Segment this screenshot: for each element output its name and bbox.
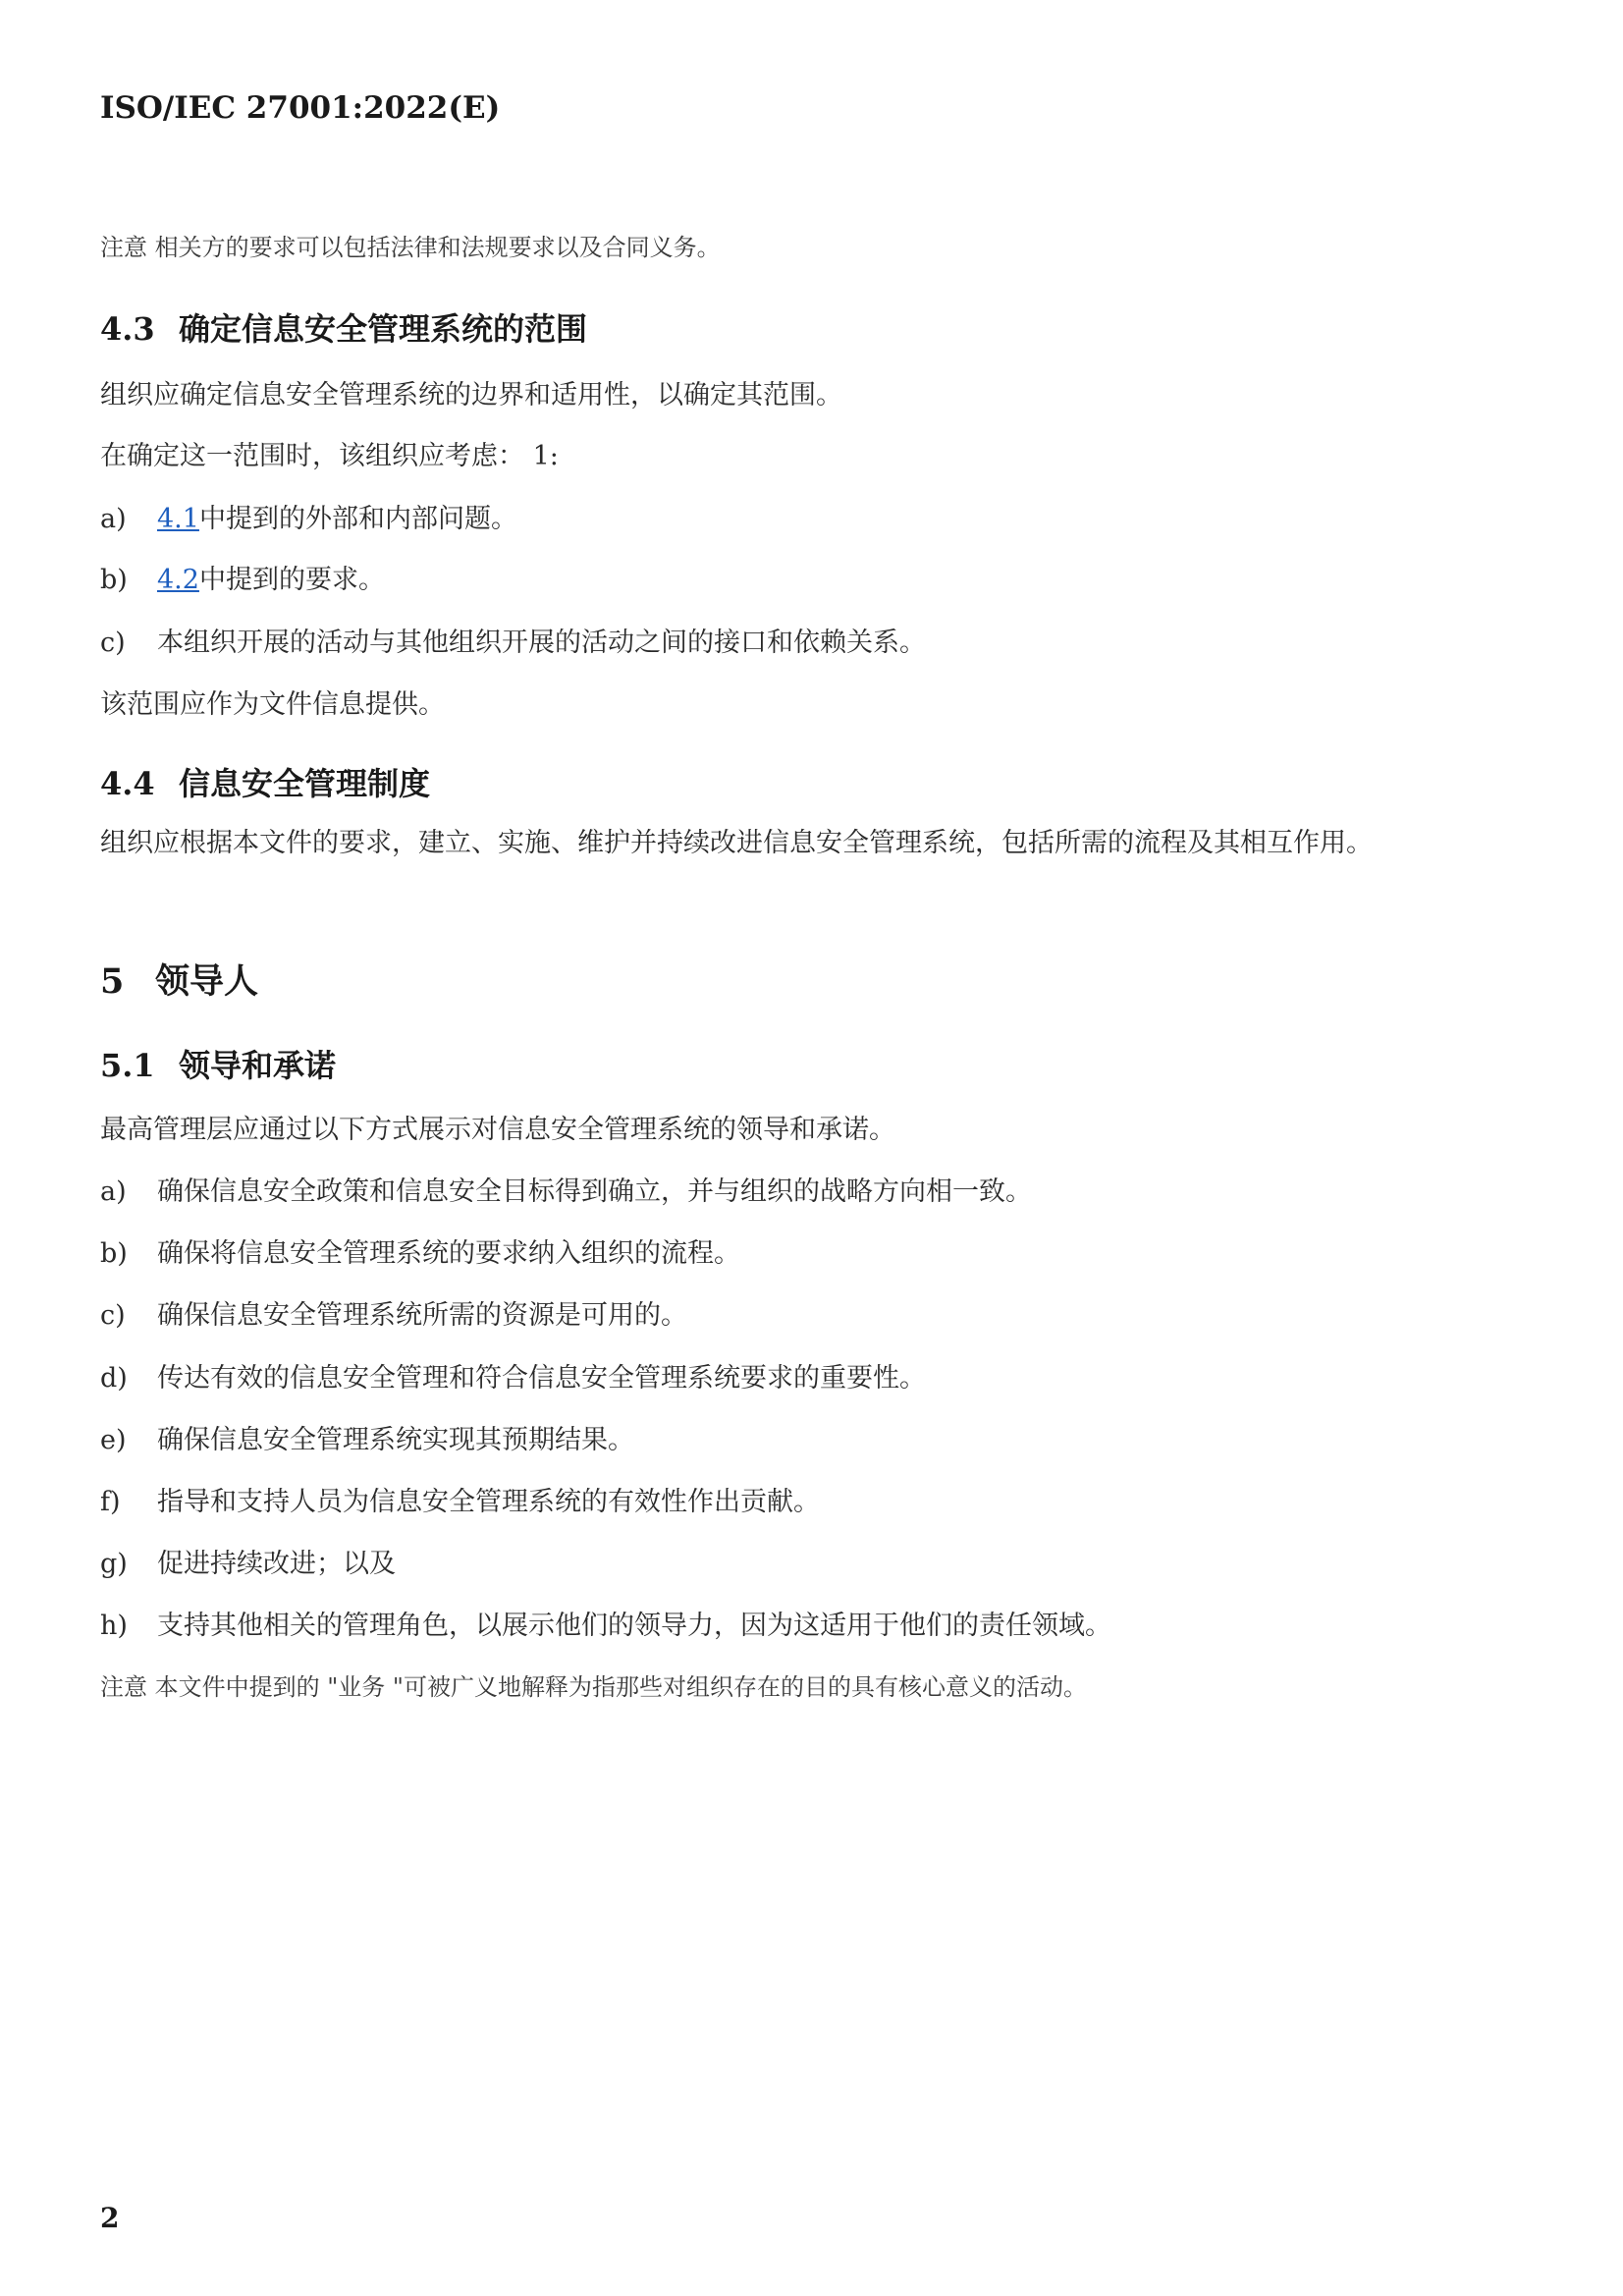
section-heading-5-1 [100,1041,336,1086]
section-heading-4-4 [100,759,430,804]
section-title: 领导和承诺 [179,1047,337,1084]
list-marker: f) [100,1487,121,1517]
chapter-heading-5 [100,955,258,1004]
page-number: 2 [100,2202,120,2234]
list-item [100,1231,740,1270]
list-item-text: 中提到的要求。 [198,565,385,595]
list-item [100,1418,634,1456]
list-marker: c) [100,1300,126,1331]
paragraph: 在确定这一范围时，该组织应考虑： 1: [100,441,559,471]
clause-link[interactable]: 4.1 [157,504,199,534]
document-header: ISO/IEC 27001:2022(E) [100,90,501,126]
list-marker: b) [100,1238,128,1269]
list-marker: b) [100,565,128,595]
section-heading-4-3 [100,304,587,350]
note-text: 注意 相关方的要求可以包括法律和法规要求以及合同义务。 [100,234,721,261]
list-marker: h) [100,1611,128,1641]
list-marker: g) [100,1549,128,1579]
list-marker: d) [100,1363,128,1394]
paragraph: 最高管理层应通过以下方式展示对信息安全管理系统的领导和承诺。 [100,1115,895,1145]
list-item [100,1170,1032,1208]
list-item [100,1542,396,1580]
chapter-title: 领导人 [155,961,259,1002]
list-item-text: 促进持续改进；以及 [157,1549,396,1579]
section-number: 4.4 [100,765,155,802]
list-item [100,1604,1111,1642]
list-marker: c) [100,628,126,658]
list-item-text: 指导和支持人员为信息安全管理系统的有效性作出贡献。 [157,1487,820,1517]
list-item-text: 中提到的外部和内部问题。 [198,504,517,534]
list-item-text: 本组织开展的活动与其他组织开展的活动之间的接口和依赖关系。 [157,628,926,658]
section-number: 4.3 [100,310,155,348]
note-text: 注意 本文件中提到的 "业务 "可被广义地解释为指那些对组织存在的目的具有核心意义的活动。 [100,1673,1087,1701]
list-item [100,1356,926,1394]
paragraph: 组织应根据本文件的要求，建立、实施、维护并持续改进信息安全管理系统，包括所需的流程及其相互作用。 [100,828,1373,858]
list-item-text: 确保信息安全政策和信息安全目标得到确立，并与组织的战略方向相一致。 [157,1176,1032,1207]
list-marker: a) [100,504,127,534]
list-item-text: 确保将信息安全管理系统的要求纳入组织的流程。 [157,1238,740,1269]
section-title: 信息安全管理制度 [179,765,431,802]
list-marker: e) [100,1425,127,1455]
chapter-number: 5 [100,961,125,1002]
paragraph: 该范围应作为文件信息提供。 [100,689,445,720]
list-item [100,558,385,596]
paragraph: 组织应确定信息安全管理系统的边界和适用性，以确定其范围。 [100,380,842,410]
section-number: 5.1 [100,1047,155,1084]
list-item-text: 支持其他相关的管理角色，以展示他们的领导力，因为这适用于他们的责任领域。 [157,1611,1111,1641]
list-item-text: 传达有效的信息安全管理和符合信息安全管理系统要求的重要性。 [157,1363,926,1394]
list-item [100,497,517,535]
clause-link[interactable]: 4.2 [157,565,199,595]
list-item-text: 确保信息安全管理系统实现其预期结果。 [157,1425,634,1455]
list-item [100,1480,820,1518]
list-item [100,621,926,659]
section-title: 确定信息安全管理系统的范围 [179,310,588,348]
list-item [100,1293,687,1332]
list-marker: a) [100,1176,127,1207]
list-item-text: 确保信息安全管理系统所需的资源是可用的。 [157,1300,687,1331]
